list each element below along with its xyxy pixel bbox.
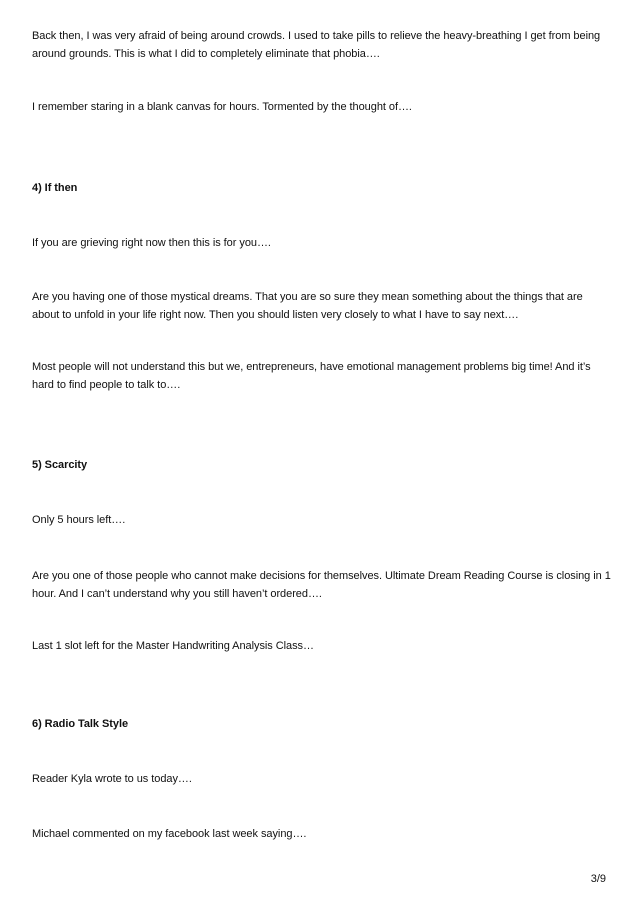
section-heading-if-then: 4) If then (32, 182, 78, 194)
paragraph-hours-left: Only 5 hours left…. (32, 514, 126, 526)
paragraph-grieving: If you are grieving right now then this is for you…. (32, 237, 271, 249)
section-heading-radio-talk: 6) Radio Talk Style (32, 718, 129, 730)
paragraph-decisions: Are you one of those people who cannot make decisions for themselves. Ultimate Dream Reading Course is closing in 1 hour. And I can’t understand why you still haven’t ordered…. (32, 570, 611, 600)
paragraph-last-slot: Last 1 slot left for the Master Handwriting Analysis Class… (32, 640, 314, 652)
section-heading-scarcity: 5) Scarcity (32, 459, 88, 471)
paragraph-entrepreneurs: Most people will not understand this but we, entrepreneurs, have emotional management problems big time! And it’s hard to find people to talk to…. (32, 361, 591, 391)
paragraph-blank-canvas: I remember staring in a blank canvas for hours. Tormented by the thought of…. (32, 101, 412, 113)
paragraph-michael: Michael commented on my facebook last week saying…. (32, 828, 307, 840)
paragraph-mystical-dreams: Are you having one of those mystical dreams. That you are so sure they mean something about the things that are about to unfold in your life right now. Then you should listen very closely to what I have to say next…. (32, 291, 583, 321)
paragraph-crowds-phobia: Back then, I was very afraid of being around crowds. I used to take pills to relieve the heavy-breathing I get from being around grounds. This is what I did to completely eliminate that phobia…. (32, 30, 601, 60)
page-number: 3/9 (590, 873, 606, 885)
paragraph-reader-kyla: Reader Kyla wrote to us today…. (32, 773, 192, 785)
